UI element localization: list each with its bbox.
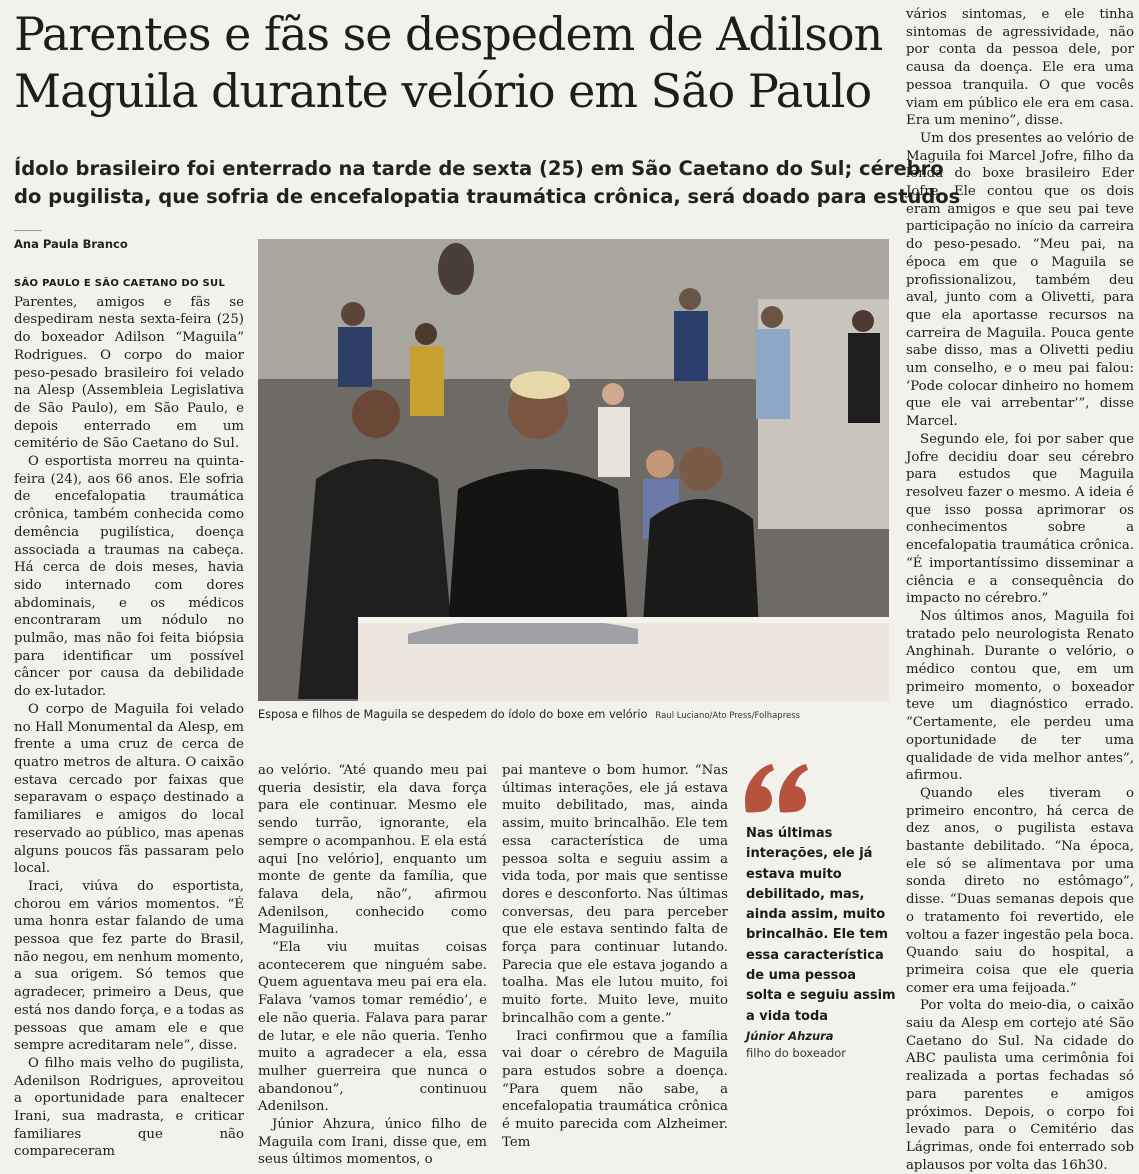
paragraph: Iraci, viúva do esportista, chorou em vários momentos. “É uma honra estar falando de uma pessoa que fez parte do Brasil, não negou, em nenhum momento, a sua origem. Só temos que agradecer, primeiro a Deus, que está nos dando força, e a todas as pessoas que amam ele e que sempre acreditaram nele”, disse.: [14, 878, 244, 1054]
paragraph: Parentes, amigos e fãs se despediram nesta sexta-feira (25) do boxeador Adilson “Maguila” Rodrigues. O corpo do maior peso-pesado brasileiro foi velado na Alesp (Assembleia Legislativa de São Paulo), em São Paulo, e depois enterrado em um cemitério de São Caetano do Sul.: [14, 294, 244, 452]
paragraph: pai manteve o bom humor. “Nas últimas interações, ele já estava muito debilitado, mas, ainda assim, muito brincalhão. Ele tem essa característica de uma pessoa solta e seguiu assim a vida toda, por mais que sentisse dores e desconforto. Nas últimas conversas, deu para perceber que ele estava sentindo falta de força para continuar lutando. Parecia que ele estava jogando a toalha. Mas ele lutou muito, foi muito forte. Muito leve, muito brincalhão com a gente.”: [502, 763, 728, 1026]
headline-line: Parentes e fãs se despedem de Adilson: [14, 7, 883, 61]
text-column-3: [502, 762, 728, 1151]
subhead-line: Ídolo brasileiro foi enterrado na tarde de sexta (25) em São Caetano do Sul; cérebro: [14, 157, 944, 180]
subheadline: [14, 155, 961, 211]
byline: Ana Paula Branco: [14, 237, 128, 251]
headline-line: Maguila durante velório em São Paulo: [14, 64, 872, 118]
paragraph: Iraci confirmou que a família vai doar o cérebro de Maguila para estudos sobre a doença. “Para quem não sabe, a encefalopatia traumática crônica é muito parecida com Alzheimer. Tem: [502, 1028, 728, 1150]
paragraph: Júnior Ahzura, único filho de Maguila com Irani, disse que, em seus últimos momentos, o: [258, 1117, 487, 1168]
paragraph: O esportista morreu na quinta-feira (24), aos 66 anos. Ele sofria de encefalopatia traumática crônica, também conhecida como demência pugilística, doença associada a traumas na cabeça. Há cerca de dois meses, havia sido internado com dores abdominais, e os médicos encontraram um nódulo no pulmão, mas não foi feita biópsia para identificar um possível câncer por causa da debilidade do ex-lutador.: [14, 454, 244, 700]
photo-caption: [258, 708, 889, 721]
paragraph: Por volta do meio-dia, o caixão saiu da Alesp em cortejo até São Caetano do Sul. Na cidade do ABC paulista uma cerimônia foi realizada a portas fechadas só para parentes e amigos próximos. Depois, o corpo foi levado para o Cemitério das Lágrimas, onde foi enterrado sob aplausos por volta das 16h30.: [906, 998, 1134, 1173]
headline: [14, 6, 894, 120]
text-column-2: [258, 762, 487, 1169]
paragraph: vários sintomas, e ele tinha sintomas de agressividade, não por conta da pessoa dele, por causa da doença. Ele era uma pessoa tranquila. O que vocês viam em público ele era em casa. Era um menino”, disse.: [906, 7, 1134, 129]
photo-credit: Raul Luciano/Ato Press/Folhapress: [655, 711, 801, 721]
paragraph: O corpo de Maguila foi velado no Hall Monumental da Alesp, em frente a uma cruz de cerca de quatro metros de altura. O caixão estava cercado por faixas que separavam o espaço destinado a familiares e amigos do local reservado ao público, mas apenas alguns poucos fãs passaram pelo local.: [14, 701, 244, 877]
quote-mark-icon: [742, 760, 808, 821]
paragraph: “Ela viu muitas coisas acontecerem que ninguém sabe. Quem aguentava meu pai era ela. Falava ‘vamos tomar remédio’, e ele não queria. Falava para parar de lutar, e ele não queria. Tenho muito a agradecer a ela, essa mulher guerreira que nunca o abandonou”, continuou Adenilson.: [258, 940, 487, 1115]
paragraph: ao velório. “Até quando meu pai queria desistir, ela dava força para ele continuar. Mesmo ele sendo turrão, ignorante, ela sempre o acompanhou. E ela está aqui [no velório], enquanto um monte de gente da família, que falava dela, não”, afirmou Adenilson, conhecido como Maguilinha.: [258, 763, 487, 938]
subhead-line: do pugilista, que sofria de encefalopatia traumática crônica, será doado para estudos: [14, 185, 961, 208]
pull-quote-role: filho do boxeador: [746, 1046, 847, 1060]
dateline: SÃO PAULO E SÃO CAETANO DO SUL: [14, 278, 226, 289]
paragraph: Nos últimos anos, Maguila foi tratado pelo neurologista Renato Anghinah. Durante o velório, o médico contou que, em um primeiro momento, o boxeador teve um diagnóstico errado. “Certamente, ele perdeu uma oportunidade de ter uma qualidade de vida melhor antes”, afirmou.: [906, 608, 1134, 784]
funeral-photo: [258, 239, 889, 701]
text-column-1: [14, 275, 244, 1161]
caption-text: Esposa e filhos de Maguila se despedem do ídolo do boxe em velório: [258, 708, 648, 721]
paragraph: Um dos presentes ao velório de Maguila foi Marcel Jofre, filho da lenda do boxe brasileiro Eder Jofre. Ele contou que os dois eram amigos e que seu pai teve participação no início da carreira do peso-pesado. “Meu pai, na época em que o Maguila se profissionalizou, também deu aval, junto com a Olivetti, para que ela aportasse recursos na carreira de Maguila. Pouca gente sabe disso, mas a Olivetti pediu um conselho, e o meu pai falou: ‘Pode colocar dinheiro no homem que ele vai arrebentar’”, disse Marcel.: [906, 130, 1134, 430]
pull-quote: Nas últimas interações, ele já estava muito debilitado, mas, ainda assim, muito brincalhão. Ele tem essa característica de uma pessoa solta e seguiu assim a vida toda: [746, 826, 896, 1024]
text-column-5: [906, 6, 1134, 1174]
paragraph: Quando eles tiveram o primeiro encontro, há cerca de dez anos, o pugilista estava bastante debilitado. “Na época, ele só se alimentava por uma sonda direto no estômago”, disse. “Duas semanas depois que o tratamento foi revertido, ele voltou a fazer ingestão pela boca. Quando saiu do hospital, a primeira coisa que ele queria comer era uma feijoada.”: [906, 785, 1134, 996]
pull-quote-author: Júnior Ahzura: [746, 1029, 834, 1043]
paragraph: Segundo ele, foi por saber que Jofre decidiu doar seu cérebro para estudos que Maguila resolveu fazer o mesmo. A ideia é que isso possa aprimorar os conhecimentos sobre a encefalopatia traumática crônica. “É importantíssimo disseminar a ciência e a consequência do impacto no cérebro.”: [906, 431, 1134, 607]
paragraph: O filho mais velho do pugilista, Adenilson Rodrigues, aproveitou a oportunidade para enaltecer Irani, sua madrasta, e criticar familiares que não compareceram: [14, 1055, 244, 1160]
byline-rule: [14, 230, 42, 231]
